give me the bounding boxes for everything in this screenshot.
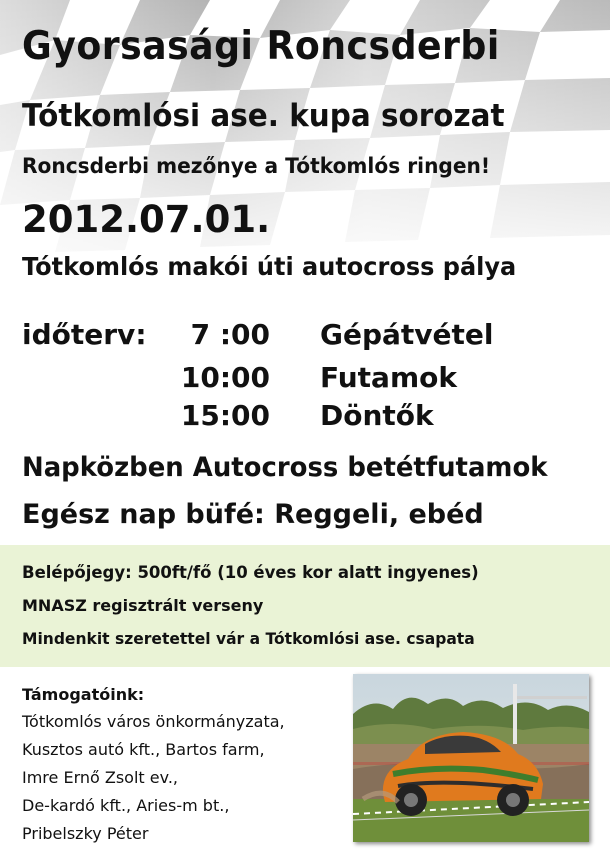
extra-catering-line: Egész nap büfé: Reggeli, ebéd	[22, 499, 484, 530]
info-band	[0, 545, 610, 667]
poster-subtitle: Tótkomlósi ase. kupa sorozat	[22, 98, 505, 134]
sponsor-line: Imre Ernő Zsolt ev.,	[22, 768, 179, 787]
welcome-note: Mindenkit szeretettel vár a Tótkomlósi ase. csapata	[22, 629, 475, 648]
sponsor-line: De-kardó kft., Aries-m bt.,	[22, 796, 230, 815]
schedule-time: 15:00	[180, 399, 270, 432]
schedule-event: Futamok	[320, 361, 457, 394]
race-car-photo	[353, 674, 589, 842]
ticket-price: Belépőjegy: 500ft/fő (10 éves kor alatt ingyenes)	[22, 563, 479, 583]
extra-program-line: Napközben Autocross betétfutamok	[22, 452, 548, 483]
schedule-time: 10:00	[180, 361, 270, 394]
event-date: 2012.07.01.	[22, 198, 271, 241]
schedule-event: Döntők	[320, 399, 434, 432]
sponsors-heading: Támogatóink:	[22, 685, 145, 704]
sponsor-line: Tótkomlós város önkormányzata,	[22, 712, 285, 731]
poster-title: Gyorsasági Roncsderbi	[22, 24, 500, 69]
schedule-label: időterv:	[22, 318, 147, 351]
registration-note: MNASZ regisztrált verseny	[22, 596, 264, 615]
sponsor-line: Kusztos autó kft., Bartos farm,	[22, 740, 265, 759]
poster-tagline: Roncsderbi mezőnye a Tótkomlós ringen!	[22, 154, 491, 178]
schedule-time: 7 :00	[190, 318, 270, 351]
schedule-event: Gépátvétel	[320, 318, 494, 351]
sponsor-line: Pribelszky Péter	[22, 824, 149, 843]
event-venue: Tótkomlós makói úti autocross pálya	[22, 252, 517, 281]
